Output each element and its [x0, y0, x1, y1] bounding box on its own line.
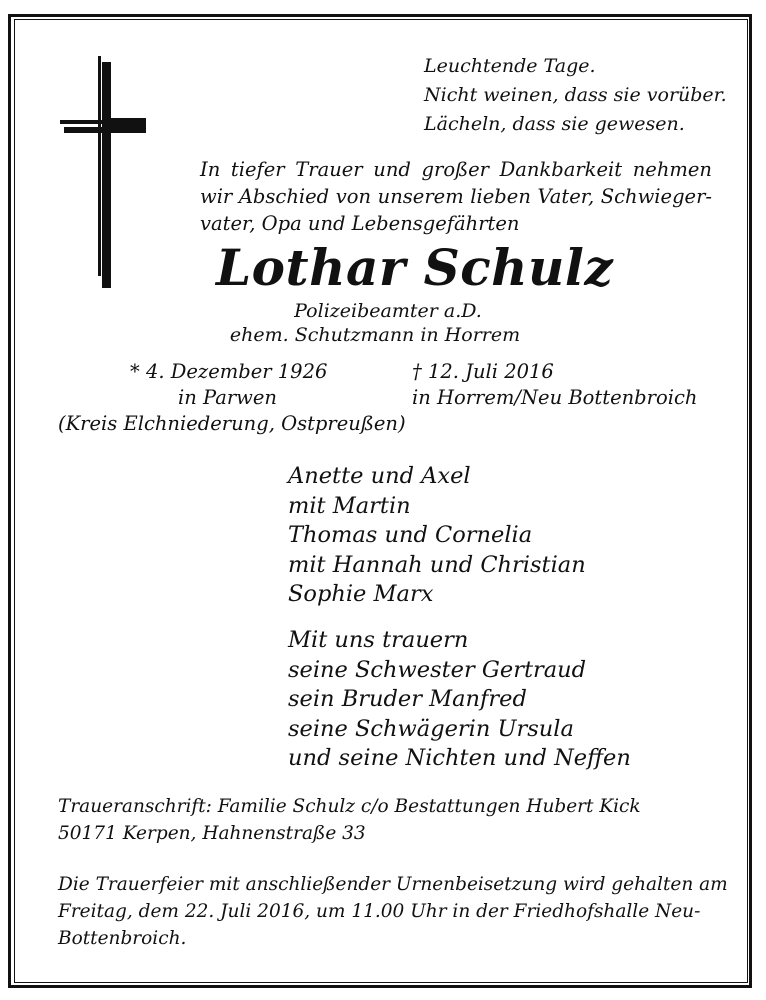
- death-date: † 12. Juli 2016: [412, 360, 554, 383]
- intro-line: wir Abschied von unserem lieben Vater, Schwieger-: [200, 185, 712, 208]
- mourner-line: Mit uns trauern: [288, 627, 469, 653]
- poem-line: Nicht weinen, dass sie vorüber.: [424, 84, 727, 106]
- intro-text: [200, 156, 712, 237]
- birth-region: (Kreis Elchniederung, Ostpreußen): [58, 412, 406, 435]
- mourner-line: und seine Nichten und Neffen: [288, 745, 631, 771]
- family-member: Thomas und Cornelia: [288, 522, 533, 548]
- deceased-name: Lothar Schulz: [216, 238, 614, 297]
- ceremony-line-3: Bottenbroich.: [58, 928, 187, 949]
- mourner-line: sein Bruder Manfred: [288, 686, 527, 712]
- birth-place: in Parwen: [178, 386, 277, 409]
- deceased-role: ehem. Schutzmann in Horrem: [229, 324, 521, 346]
- cross-icon: [58, 54, 150, 290]
- address-line-2: 50171 Kerpen, Hahnenstraße 33: [58, 823, 366, 844]
- mourner-line: seine Schwägerin Ursula: [288, 715, 574, 742]
- family-member: mit Hannah und Christian: [288, 551, 586, 578]
- family-list: [288, 462, 586, 610]
- poem-line: Leuchtende Tage.: [424, 55, 596, 77]
- poem: [424, 52, 734, 139]
- intro-line: vater, Opa und Lebensgefährten: [200, 212, 520, 235]
- mourner-line: seine Schwester Gertraud: [288, 656, 587, 683]
- family-member: mit Martin: [288, 492, 411, 519]
- intro-line: In tiefer Trauer und großer Dankbarkeit nehmen: [200, 158, 712, 181]
- family-member: Sophie Marx: [288, 581, 434, 607]
- poem-line: Lächeln, dass sie gewesen.: [424, 113, 685, 135]
- mourners-list: [288, 626, 631, 774]
- address-line-1: Traueranschrift: Familie Schulz c/o Bestattungen Hubert Kick: [58, 796, 641, 817]
- family-member: Anette und Axel: [288, 463, 471, 489]
- ceremony-line-1: Die Trauerfeier mit anschließender Urnenbeisetzung wird gehalten am: [58, 874, 728, 895]
- ceremony-line-2: Freitag, dem 22. Juli 2016, um 11.00 Uhr in der Friedhofshalle Neu-: [58, 901, 701, 922]
- death-place: in Horrem/Neu Bottenbroich: [412, 386, 698, 409]
- deceased-title: Polizeibeamter a.D.: [294, 300, 482, 322]
- birth-date: * 4. Dezember 1926: [130, 360, 328, 383]
